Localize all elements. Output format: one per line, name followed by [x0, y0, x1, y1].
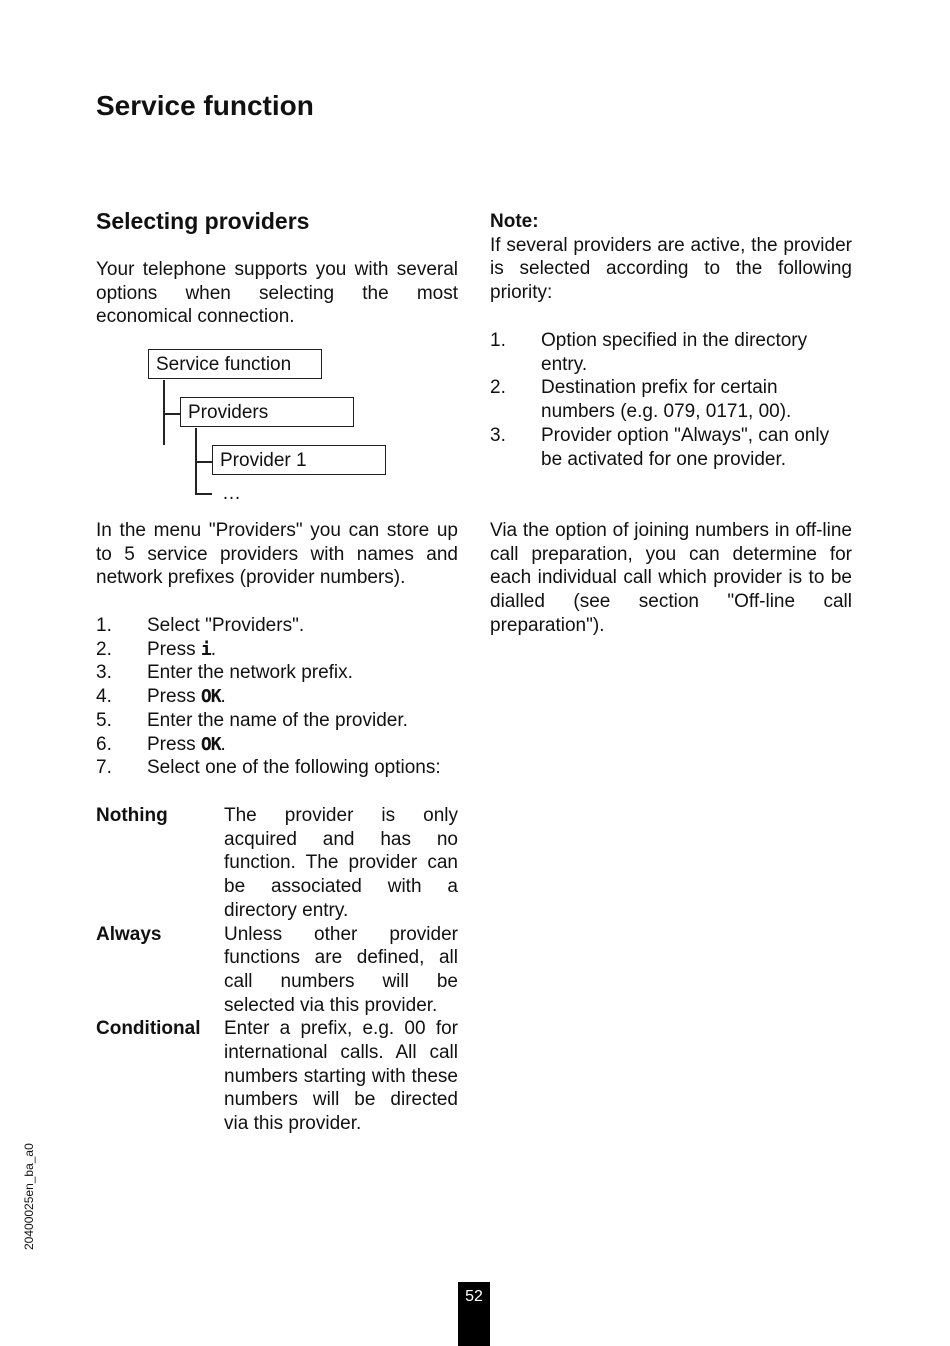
- priority-item: [490, 376, 852, 423]
- menu-box-providers: Providers: [180, 397, 354, 427]
- step-text: Press: [147, 638, 201, 660]
- option-description: Enter a prefix, e.g. 00 for international calls. All call numbers starting with these numbers will be directed via this provider.: [224, 1018, 458, 1135]
- step-number: 3.: [96, 662, 112, 684]
- document-id: 20400025en_ba_a0: [22, 1143, 36, 1250]
- step-text: Press: [147, 733, 201, 755]
- step-number: 4.: [96, 686, 112, 708]
- note-block: [490, 210, 852, 305]
- priority-text: Option specified in the directory entry.: [541, 330, 808, 375]
- priority-item: [490, 329, 852, 376]
- step-item: [96, 709, 458, 733]
- info-key-icon: i: [200, 638, 211, 660]
- priority-text: Provider option "Always", can only be activated for one provider.: [541, 424, 830, 470]
- step-text: Select "Providers".: [147, 615, 305, 636]
- option-row: [96, 923, 458, 1018]
- step-text: Press: [147, 686, 201, 708]
- step-suffix: .: [220, 686, 226, 708]
- tree-line: [163, 413, 180, 415]
- steps-list: [96, 614, 458, 780]
- priority-text: Destination prefix for certain numbers (e.g. 079, 0171, 00).: [541, 377, 792, 423]
- joining-paragraph: [490, 519, 852, 638]
- joining-text: Via the option of joining numbers in off-line call preparation, you can determine for each individual call which provider is to be dialled (see section "Off-line call preparation").: [490, 520, 852, 636]
- step-number: 1.: [96, 615, 112, 636]
- menu-text: In the menu "Providers" you can store up to 5 service providers with names and network prefixes (provider numbers).: [96, 520, 458, 589]
- step-number: 6.: [96, 733, 112, 755]
- menu-paragraph: [96, 519, 458, 590]
- tree-line: [195, 493, 212, 495]
- option-row: [96, 804, 458, 923]
- step-number: 5.: [96, 709, 112, 731]
- step-text: Enter the name of the provider.: [147, 709, 408, 731]
- priority-number: 2.: [490, 377, 506, 399]
- step-suffix: .: [210, 638, 216, 660]
- intro-paragraph: [96, 258, 458, 329]
- step-suffix: .: [220, 733, 226, 755]
- step-item: [96, 756, 458, 780]
- ok-key-icon: OK: [200, 733, 221, 755]
- menu-box-service-function: Service function: [148, 349, 322, 379]
- menu-more-ellipsis: …: [222, 483, 241, 504]
- note-label: Note:: [490, 211, 539, 232]
- page-title: Service function: [96, 90, 314, 121]
- note-text: If several providers are active, the provider is selected according to the following priority:: [490, 234, 852, 304]
- step-number: 2.: [96, 638, 112, 660]
- priority-list: [490, 329, 852, 471]
- option-row: [96, 1017, 458, 1136]
- option-term: Conditional: [96, 1018, 201, 1040]
- menu-box-provider-1: Provider 1: [212, 445, 386, 475]
- step-item: [96, 661, 458, 685]
- page-number: 52: [458, 1282, 490, 1346]
- priority-number: 1.: [490, 330, 506, 351]
- priority-number: 3.: [490, 424, 506, 446]
- step-item: [96, 614, 458, 638]
- step-item: [96, 685, 458, 709]
- option-description: Unless other provider functions are defined, all call numbers will be selected via this provider.: [224, 923, 458, 1016]
- option-description: The provider is only acquired and has no function. The provider can be associated with a directory entry.: [224, 805, 458, 921]
- step-item: [96, 638, 458, 662]
- ok-key-icon: OK: [200, 686, 221, 708]
- step-text: Select one of the following options:: [147, 757, 441, 779]
- option-term: Nothing: [96, 805, 168, 826]
- priority-item: [490, 424, 852, 471]
- options-list: [96, 804, 458, 1136]
- option-term: Always: [96, 923, 162, 945]
- section-heading: Selecting providers: [96, 208, 310, 234]
- intro-text: Your telephone supports you with several options when selecting the most economical connection.: [96, 259, 458, 328]
- step-item: [96, 733, 458, 757]
- step-text: Enter the network prefix.: [147, 662, 353, 684]
- tree-line: [195, 461, 212, 463]
- step-number: 7.: [96, 757, 112, 779]
